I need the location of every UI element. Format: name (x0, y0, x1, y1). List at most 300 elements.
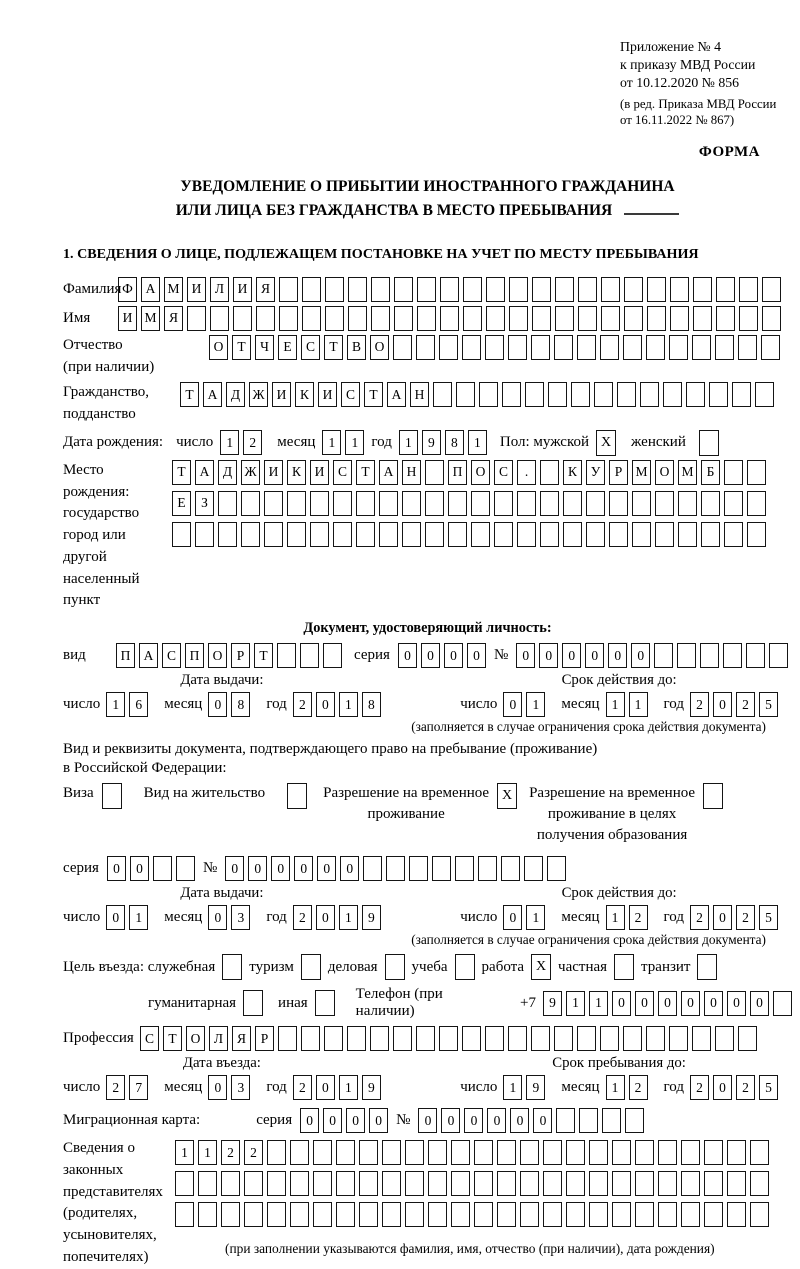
char-box[interactable] (600, 1026, 619, 1051)
char-box[interactable] (646, 335, 665, 360)
char-box[interactable]: А (379, 460, 398, 485)
char-box[interactable] (386, 856, 405, 881)
char-box[interactable]: 1 (629, 692, 648, 717)
checkbox-private[interactable] (614, 954, 634, 980)
char-box[interactable] (532, 306, 551, 331)
char-box[interactable] (462, 335, 481, 360)
char-box[interactable] (715, 1026, 734, 1051)
char-box[interactable]: 0 (487, 1108, 506, 1133)
char-box[interactable] (363, 856, 382, 881)
char-box[interactable]: О (471, 460, 490, 485)
checkbox-transit[interactable] (697, 954, 717, 980)
char-box[interactable]: 8 (362, 692, 381, 717)
char-box[interactable]: 1 (322, 430, 341, 455)
char-box[interactable] (359, 1202, 378, 1227)
char-box[interactable] (417, 277, 436, 302)
char-box[interactable]: Я (164, 306, 183, 331)
char-box[interactable]: Я (232, 1026, 251, 1051)
char-box[interactable] (773, 991, 792, 1016)
char-box[interactable] (425, 460, 444, 485)
checkbox-work[interactable]: X (531, 954, 551, 980)
char-box[interactable] (241, 522, 260, 547)
checkbox-humanitarian[interactable] (243, 990, 263, 1016)
char-box[interactable] (198, 1202, 217, 1227)
char-box[interactable] (241, 491, 260, 516)
char-box[interactable] (555, 306, 574, 331)
char-box[interactable] (509, 277, 528, 302)
char-box[interactable] (646, 1026, 665, 1051)
char-box[interactable] (747, 522, 766, 547)
char-box[interactable]: 2 (293, 905, 312, 930)
char-box[interactable] (532, 277, 551, 302)
char-box[interactable] (428, 1171, 447, 1196)
char-box[interactable] (586, 491, 605, 516)
char-box[interactable]: 0 (421, 643, 440, 668)
char-box[interactable]: 2 (690, 905, 709, 930)
char-box[interactable] (609, 491, 628, 516)
char-box[interactable]: Л (210, 277, 229, 302)
char-box[interactable] (647, 277, 666, 302)
char-box[interactable] (405, 1171, 424, 1196)
char-box[interactable] (494, 491, 513, 516)
char-box[interactable]: 1 (339, 692, 358, 717)
char-box[interactable]: Е (172, 491, 191, 516)
char-box[interactable] (693, 306, 712, 331)
char-box[interactable] (463, 277, 482, 302)
char-box[interactable]: О (209, 335, 228, 360)
char-box[interactable] (594, 382, 613, 407)
char-box[interactable] (497, 1171, 516, 1196)
char-box[interactable]: А (195, 460, 214, 485)
char-box[interactable] (300, 643, 319, 668)
char-box[interactable]: 0 (516, 643, 535, 668)
char-box[interactable] (393, 335, 412, 360)
char-box[interactable] (313, 1202, 332, 1227)
char-box[interactable] (520, 1140, 539, 1165)
char-box[interactable] (195, 522, 214, 547)
char-box[interactable]: 8 (231, 692, 250, 717)
char-box[interactable] (267, 1171, 286, 1196)
char-box[interactable] (290, 1140, 309, 1165)
char-box[interactable] (509, 306, 528, 331)
char-box[interactable] (704, 1171, 723, 1196)
checkbox-business[interactable] (385, 954, 405, 980)
char-box[interactable]: 1 (106, 692, 125, 717)
char-box[interactable] (336, 1140, 355, 1165)
char-box[interactable] (244, 1202, 263, 1227)
char-box[interactable]: 0 (418, 1108, 437, 1133)
char-box[interactable] (379, 522, 398, 547)
char-box[interactable]: С (162, 643, 181, 668)
char-box[interactable]: 8 (445, 430, 464, 455)
char-box[interactable] (640, 382, 659, 407)
char-box[interactable] (658, 1140, 677, 1165)
char-box[interactable]: 0 (713, 905, 732, 930)
checkbox-temp-residence[interactable]: X (497, 783, 517, 809)
char-box[interactable]: Р (255, 1026, 274, 1051)
char-box[interactable]: М (632, 460, 651, 485)
char-box[interactable]: М (141, 306, 160, 331)
char-box[interactable]: 1 (589, 991, 608, 1016)
char-box[interactable] (762, 306, 781, 331)
char-box[interactable] (678, 522, 697, 547)
char-box[interactable]: Я (256, 277, 275, 302)
char-box[interactable]: Т (232, 335, 251, 360)
char-box[interactable] (577, 335, 596, 360)
char-box[interactable]: А (139, 643, 158, 668)
char-box[interactable]: 0 (316, 905, 335, 930)
char-box[interactable]: 2 (736, 905, 755, 930)
char-box[interactable]: 3 (231, 1075, 250, 1100)
char-box[interactable] (647, 306, 666, 331)
char-box[interactable] (474, 1140, 493, 1165)
char-box[interactable] (187, 306, 206, 331)
char-box[interactable] (382, 1171, 401, 1196)
char-box[interactable] (439, 1026, 458, 1051)
char-box[interactable]: В (347, 335, 366, 360)
char-box[interactable] (762, 277, 781, 302)
char-box[interactable] (693, 277, 712, 302)
char-box[interactable]: 0 (106, 905, 125, 930)
char-box[interactable] (750, 1171, 769, 1196)
char-box[interactable] (325, 306, 344, 331)
char-box[interactable]: 5 (759, 905, 778, 930)
char-box[interactable]: 1 (526, 905, 545, 930)
char-box[interactable]: О (370, 335, 389, 360)
char-box[interactable] (348, 277, 367, 302)
char-box[interactable] (681, 1171, 700, 1196)
char-box[interactable]: 7 (129, 1075, 148, 1100)
char-box[interactable] (393, 1026, 412, 1051)
char-box[interactable]: 0 (503, 905, 522, 930)
char-box[interactable] (520, 1202, 539, 1227)
char-box[interactable]: 1 (566, 991, 585, 1016)
char-box[interactable] (715, 335, 734, 360)
char-box[interactable]: 1 (345, 430, 364, 455)
char-box[interactable] (723, 643, 742, 668)
char-box[interactable]: 0 (248, 856, 267, 881)
char-box[interactable]: 9 (543, 991, 562, 1016)
char-box[interactable] (267, 1140, 286, 1165)
char-box[interactable]: З (195, 491, 214, 516)
char-box[interactable] (589, 1202, 608, 1227)
char-box[interactable]: 0 (271, 856, 290, 881)
char-box[interactable] (198, 1171, 217, 1196)
char-box[interactable] (451, 1140, 470, 1165)
char-box[interactable]: 0 (631, 643, 650, 668)
char-box[interactable]: О (208, 643, 227, 668)
char-box[interactable]: 0 (208, 1075, 227, 1100)
char-box[interactable] (681, 1140, 700, 1165)
char-box[interactable]: Е (278, 335, 297, 360)
char-box[interactable] (704, 1140, 723, 1165)
char-box[interactable]: 1 (399, 430, 418, 455)
char-box[interactable] (543, 1171, 562, 1196)
char-box[interactable]: 2 (629, 1075, 648, 1100)
char-box[interactable] (439, 335, 458, 360)
char-box[interactable] (508, 1026, 527, 1051)
char-box[interactable] (701, 491, 720, 516)
char-box[interactable] (290, 1171, 309, 1196)
char-box[interactable]: 1 (526, 692, 545, 717)
char-box[interactable]: 0 (369, 1108, 388, 1133)
char-box[interactable] (525, 382, 544, 407)
char-box[interactable] (402, 491, 421, 516)
char-box[interactable] (724, 522, 743, 547)
char-box[interactable]: Т (254, 643, 273, 668)
char-box[interactable] (502, 382, 521, 407)
char-box[interactable] (739, 277, 758, 302)
char-box[interactable]: 1 (339, 905, 358, 930)
char-box[interactable] (371, 306, 390, 331)
char-box[interactable] (612, 1140, 631, 1165)
char-box[interactable]: 2 (106, 1075, 125, 1100)
char-box[interactable] (755, 382, 774, 407)
char-box[interactable] (448, 491, 467, 516)
char-box[interactable]: С (333, 460, 352, 485)
char-box[interactable] (479, 382, 498, 407)
char-box[interactable] (324, 1026, 343, 1051)
char-box[interactable]: 0 (727, 991, 746, 1016)
char-box[interactable]: Ж (249, 382, 268, 407)
char-box[interactable]: М (164, 277, 183, 302)
char-box[interactable] (663, 382, 682, 407)
char-box[interactable]: 1 (220, 430, 239, 455)
char-box[interactable] (508, 335, 527, 360)
char-box[interactable]: 1 (198, 1140, 217, 1165)
char-box[interactable] (451, 1202, 470, 1227)
char-box[interactable] (670, 306, 689, 331)
char-box[interactable] (563, 491, 582, 516)
char-box[interactable] (566, 1140, 585, 1165)
char-box[interactable] (210, 306, 229, 331)
char-box[interactable] (578, 277, 597, 302)
char-box[interactable] (578, 306, 597, 331)
checkbox-tourism[interactable] (301, 954, 321, 980)
char-box[interactable] (554, 335, 573, 360)
char-box[interactable]: 0 (300, 1108, 319, 1133)
char-box[interactable]: 0 (533, 1108, 552, 1133)
char-box[interactable] (556, 1108, 575, 1133)
char-box[interactable] (302, 277, 321, 302)
char-box[interactable] (501, 856, 520, 881)
char-box[interactable]: 0 (503, 692, 522, 717)
char-box[interactable] (264, 522, 283, 547)
char-box[interactable]: Б (701, 460, 720, 485)
char-box[interactable] (278, 1026, 297, 1051)
char-box[interactable]: К (295, 382, 314, 407)
char-box[interactable] (494, 522, 513, 547)
char-box[interactable]: 0 (562, 643, 581, 668)
char-box[interactable] (623, 1026, 642, 1051)
char-box[interactable] (405, 1140, 424, 1165)
char-box[interactable] (279, 306, 298, 331)
char-box[interactable] (233, 306, 252, 331)
char-box[interactable]: Т (180, 382, 199, 407)
char-box[interactable]: 0 (635, 991, 654, 1016)
char-box[interactable]: 0 (585, 643, 604, 668)
char-box[interactable] (747, 491, 766, 516)
char-box[interactable] (600, 335, 619, 360)
char-box[interactable]: А (387, 382, 406, 407)
char-box[interactable] (750, 1202, 769, 1227)
char-box[interactable] (371, 277, 390, 302)
char-box[interactable]: 0 (398, 643, 417, 668)
char-box[interactable] (623, 335, 642, 360)
char-box[interactable] (586, 522, 605, 547)
char-box[interactable]: А (203, 382, 222, 407)
char-box[interactable] (738, 1026, 757, 1051)
char-box[interactable] (612, 1202, 631, 1227)
char-box[interactable]: У (586, 460, 605, 485)
char-box[interactable] (218, 491, 237, 516)
char-box[interactable] (524, 856, 543, 881)
char-box[interactable]: 0 (441, 1108, 460, 1133)
char-box[interactable] (382, 1140, 401, 1165)
char-box[interactable] (701, 522, 720, 547)
char-box[interactable] (474, 1202, 493, 1227)
char-box[interactable] (428, 1140, 447, 1165)
char-box[interactable] (471, 522, 490, 547)
char-box[interactable] (739, 306, 758, 331)
char-box[interactable] (267, 1202, 286, 1227)
char-box[interactable] (485, 1026, 504, 1051)
char-box[interactable] (571, 382, 590, 407)
char-box[interactable]: 0 (346, 1108, 365, 1133)
char-box[interactable] (425, 522, 444, 547)
char-box[interactable]: О (186, 1026, 205, 1051)
char-box[interactable]: 9 (422, 430, 441, 455)
checkbox-other[interactable] (315, 990, 335, 1016)
char-box[interactable]: 0 (316, 692, 335, 717)
char-box[interactable] (677, 643, 696, 668)
char-box[interactable] (602, 1108, 621, 1133)
char-box[interactable] (336, 1171, 355, 1196)
char-box[interactable]: С (494, 460, 513, 485)
char-box[interactable] (589, 1171, 608, 1196)
char-box[interactable] (632, 491, 651, 516)
char-box[interactable]: 2 (736, 692, 755, 717)
char-box[interactable]: 2 (690, 692, 709, 717)
char-box[interactable]: И (272, 382, 291, 407)
char-box[interactable] (624, 306, 643, 331)
char-box[interactable] (302, 306, 321, 331)
char-box[interactable] (517, 491, 536, 516)
char-box[interactable] (577, 1026, 596, 1051)
char-box[interactable] (402, 522, 421, 547)
char-box[interactable] (290, 1202, 309, 1227)
char-box[interactable]: . (517, 460, 536, 485)
char-box[interactable]: 9 (362, 905, 381, 930)
char-box[interactable] (625, 1108, 644, 1133)
char-box[interactable]: К (287, 460, 306, 485)
char-box[interactable] (669, 335, 688, 360)
char-box[interactable]: И (318, 382, 337, 407)
char-box[interactable] (692, 1026, 711, 1051)
char-box[interactable] (432, 856, 451, 881)
char-box[interactable] (175, 1171, 194, 1196)
char-box[interactable] (727, 1171, 746, 1196)
checkbox-official[interactable] (222, 954, 242, 980)
char-box[interactable] (323, 643, 342, 668)
char-box[interactable]: 0 (464, 1108, 483, 1133)
char-box[interactable] (325, 277, 344, 302)
char-box[interactable] (433, 382, 452, 407)
char-box[interactable] (486, 306, 505, 331)
char-box[interactable]: 1 (606, 905, 625, 930)
char-box[interactable] (405, 1202, 424, 1227)
char-box[interactable] (448, 522, 467, 547)
char-box[interactable] (382, 1202, 401, 1227)
char-box[interactable] (409, 856, 428, 881)
char-box[interactable]: 0 (467, 643, 486, 668)
char-box[interactable] (497, 1140, 516, 1165)
char-box[interactable] (379, 491, 398, 516)
char-box[interactable] (678, 491, 697, 516)
char-box[interactable] (727, 1202, 746, 1227)
char-box[interactable] (333, 522, 352, 547)
char-box[interactable] (704, 1202, 723, 1227)
char-box[interactable] (716, 306, 735, 331)
char-box[interactable] (543, 1140, 562, 1165)
char-box[interactable] (172, 522, 191, 547)
char-box[interactable] (370, 1026, 389, 1051)
char-box[interactable]: И (187, 277, 206, 302)
char-box[interactable]: 1 (339, 1075, 358, 1100)
char-box[interactable]: К (563, 460, 582, 485)
char-box[interactable]: 1 (468, 430, 487, 455)
char-box[interactable] (617, 382, 636, 407)
char-box[interactable] (612, 1171, 631, 1196)
char-box[interactable]: И (233, 277, 252, 302)
char-box[interactable] (624, 277, 643, 302)
char-box[interactable] (761, 335, 780, 360)
char-box[interactable]: 0 (294, 856, 313, 881)
char-box[interactable] (478, 856, 497, 881)
char-box[interactable]: 0 (225, 856, 244, 881)
char-box[interactable] (356, 491, 375, 516)
char-box[interactable]: И (118, 306, 137, 331)
char-box[interactable]: Н (402, 460, 421, 485)
char-box[interactable]: 0 (323, 1108, 342, 1133)
char-box[interactable] (463, 306, 482, 331)
char-box[interactable] (486, 277, 505, 302)
char-box[interactable] (746, 643, 765, 668)
char-box[interactable]: П (448, 460, 467, 485)
char-box[interactable]: 3 (231, 905, 250, 930)
char-box[interactable] (724, 460, 743, 485)
char-box[interactable] (176, 856, 195, 881)
checkbox-female[interactable] (699, 430, 719, 456)
char-box[interactable] (747, 460, 766, 485)
char-box[interactable] (256, 306, 275, 331)
char-box[interactable] (548, 382, 567, 407)
char-box[interactable] (277, 643, 296, 668)
char-box[interactable]: Д (226, 382, 245, 407)
char-box[interactable]: Ч (255, 335, 274, 360)
char-box[interactable]: О (655, 460, 674, 485)
char-box[interactable] (455, 856, 474, 881)
char-box[interactable]: 0 (510, 1108, 529, 1133)
char-box[interactable] (416, 335, 435, 360)
char-box[interactable] (221, 1202, 240, 1227)
char-box[interactable] (654, 643, 673, 668)
char-box[interactable] (348, 306, 367, 331)
char-box[interactable] (310, 522, 329, 547)
char-box[interactable] (310, 491, 329, 516)
char-box[interactable] (336, 1202, 355, 1227)
char-box[interactable] (692, 335, 711, 360)
